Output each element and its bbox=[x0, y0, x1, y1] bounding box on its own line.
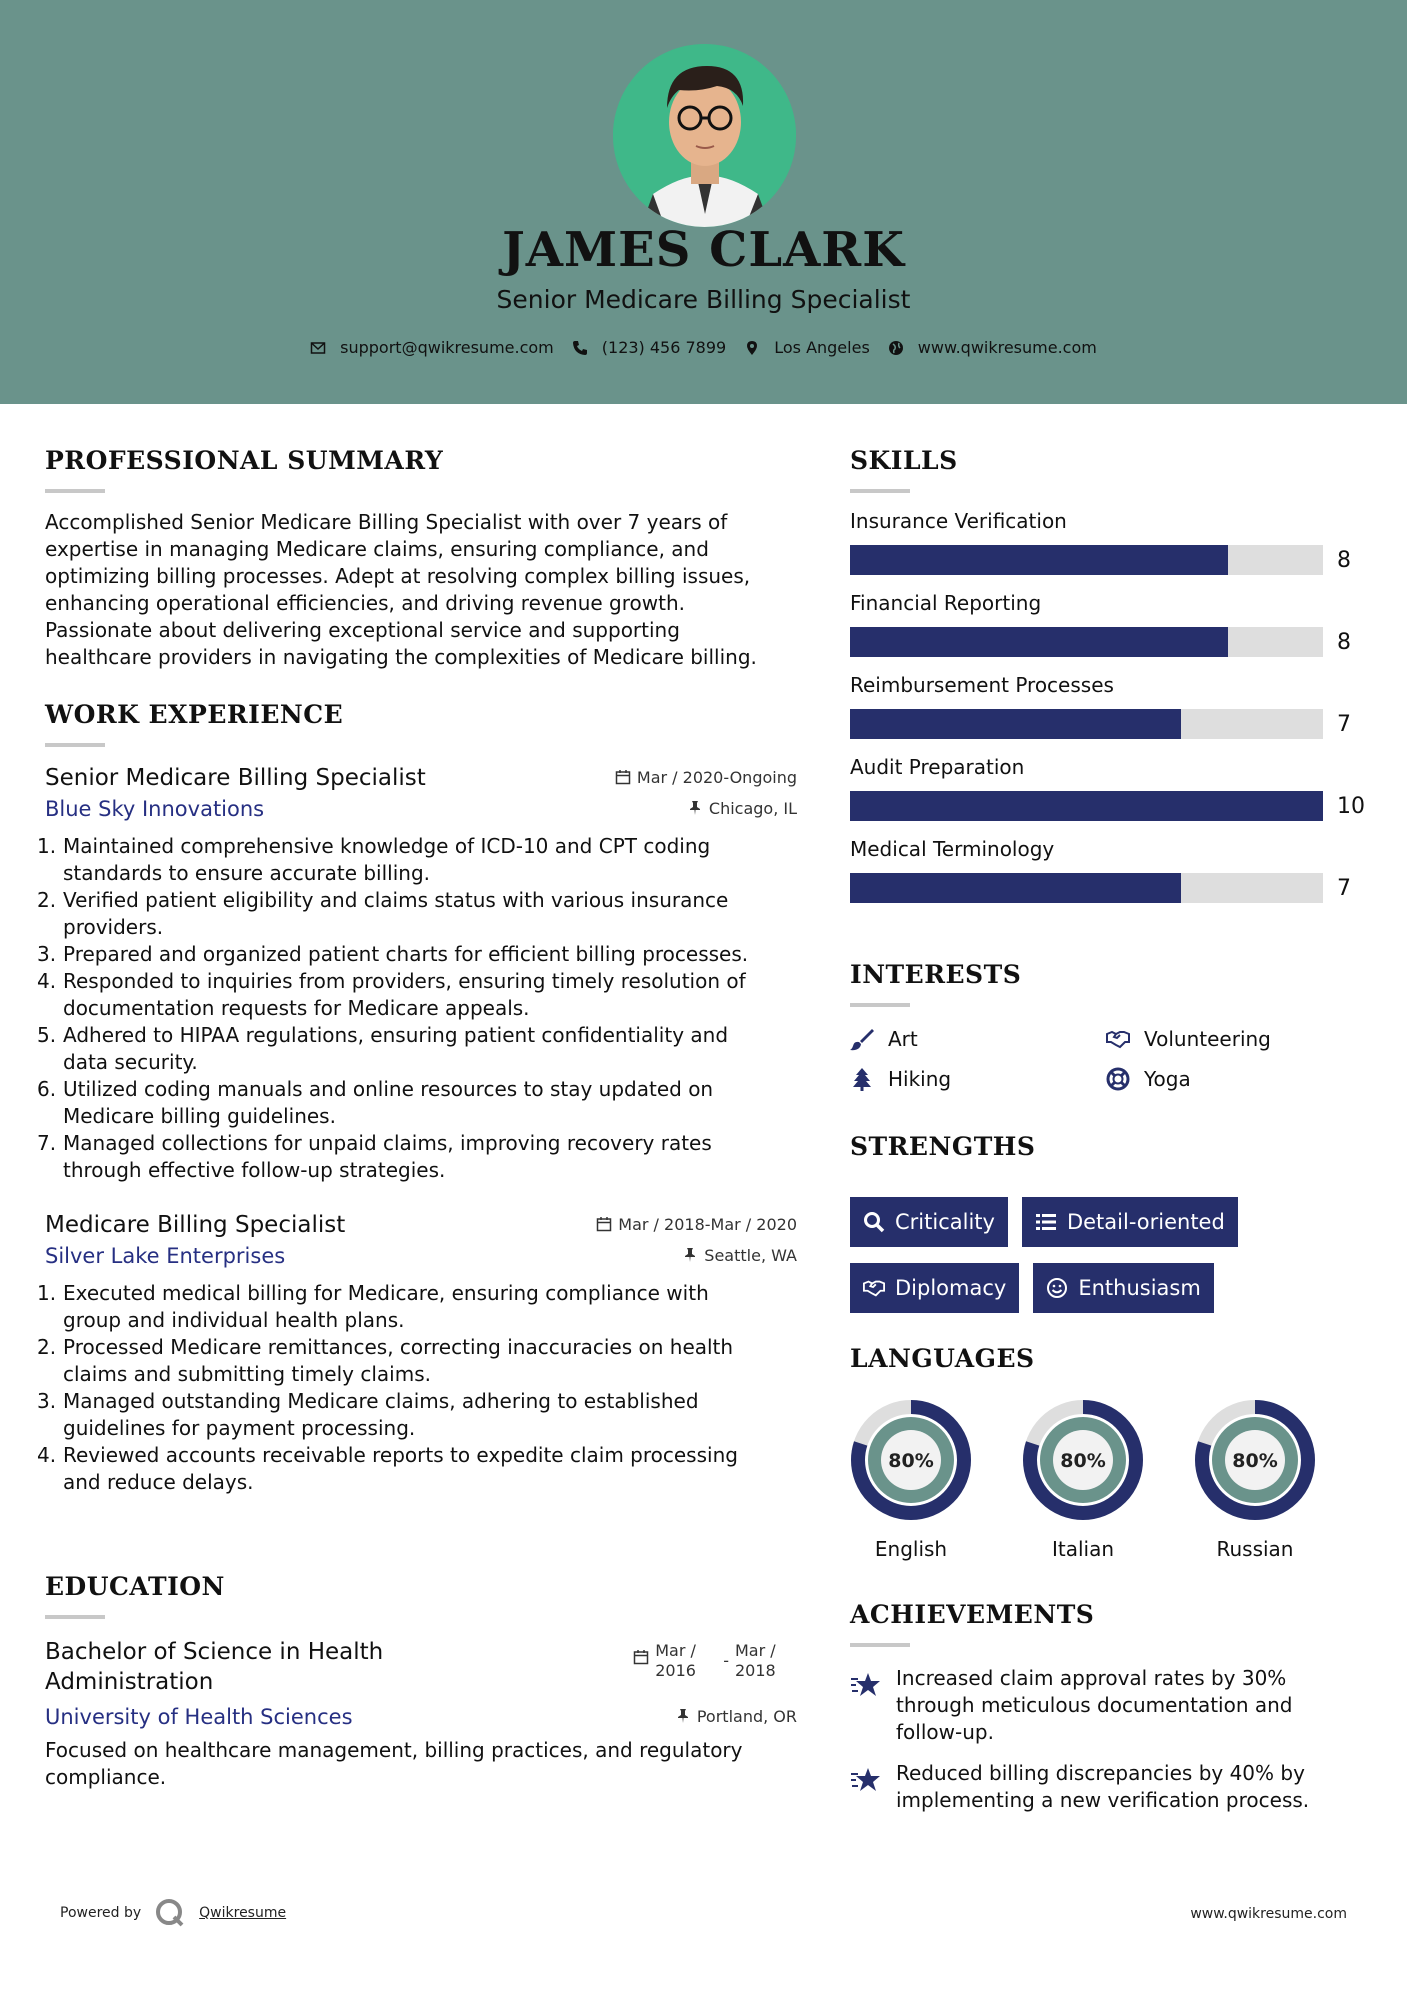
language-percent: 80% bbox=[888, 1450, 934, 1472]
skill-bar-fill bbox=[850, 709, 1181, 739]
strength-tag: Enthusiasm bbox=[1033, 1263, 1213, 1313]
achievements-section bbox=[850, 1600, 1370, 1814]
skill-bar-fill bbox=[850, 791, 1323, 821]
list-item: 1. Executed medical billing for Medicare, ensuring compliance with group and individual health plans. bbox=[37, 1281, 709, 1332]
search-icon bbox=[863, 1211, 885, 1233]
section-divider bbox=[850, 1643, 910, 1647]
envelope-icon bbox=[310, 340, 326, 356]
interest-volunteering: Volunteering bbox=[1106, 1027, 1362, 1051]
contact-website[interactable] bbox=[888, 338, 1097, 357]
candidate-title: Senior Medicare Billing Specialist bbox=[496, 285, 911, 314]
summary-line: expertise in managing Medicare claims, ensuring compliance, and bbox=[45, 537, 709, 561]
star-award-icon bbox=[850, 1764, 882, 1796]
summary-line: enhancing operational efficiencies, and driving revenue growth. bbox=[45, 591, 685, 615]
calendar-icon bbox=[596, 1216, 612, 1232]
skill-bar-track bbox=[850, 709, 1323, 739]
profile-photo bbox=[613, 44, 796, 227]
list-item: 6. Utilized coding manuals and online resources to stay updated on Medicare billing guidelines. bbox=[37, 1077, 714, 1128]
tree-icon bbox=[850, 1067, 874, 1091]
degree-title: Bachelor of Science in Health Administration bbox=[45, 1639, 384, 1695]
job-entry bbox=[37, 765, 797, 1184]
job-dates-text: Mar / 2018-Mar / 2020 bbox=[618, 1214, 797, 1234]
powered-by-text: Powered by bbox=[60, 1905, 142, 1921]
pushpin-icon bbox=[687, 800, 703, 816]
summary-text bbox=[45, 509, 797, 671]
skill-value: 8 bbox=[1337, 547, 1351, 573]
language-donut bbox=[1022, 1399, 1144, 1521]
job-location bbox=[687, 799, 797, 818]
list-item: 5. Adhered to HIPAA regulations, ensuring patient confidentiality and data security. bbox=[37, 1023, 729, 1074]
languages-list bbox=[850, 1399, 1370, 1561]
summary-line: optimizing billing processes. Adept at resolving complex billing issues, bbox=[45, 564, 751, 588]
list-item: 3. Managed outstanding Medicare claims, adhering to established guidelines for payment processing. bbox=[37, 1389, 699, 1440]
job-bullets bbox=[37, 1280, 797, 1496]
achievement-item: Increased claim approval rates by 30% through meticulous documentation and follow-up. bbox=[850, 1665, 1370, 1746]
skill-value: 7 bbox=[1337, 711, 1351, 737]
achievement-item: Reduced billing discrepancies by 40% by implementing a new verification process. bbox=[850, 1760, 1370, 1814]
skill-label: Reimbursement Processes bbox=[850, 673, 1114, 697]
email-text: support@qwikresume.com bbox=[340, 338, 554, 357]
language-percent: 80% bbox=[1060, 1450, 1106, 1472]
language-item bbox=[1194, 1399, 1316, 1561]
location-text: Los Angeles bbox=[774, 338, 870, 357]
job-bullets bbox=[37, 833, 797, 1184]
summary-line: Accomplished Senior Medicare Billing Specialist with over 7 years of bbox=[45, 510, 728, 534]
language-label: English bbox=[874, 1537, 948, 1561]
skill-value: 8 bbox=[1337, 629, 1351, 655]
interests-section bbox=[850, 960, 1370, 1091]
map-pin-icon bbox=[744, 340, 760, 356]
section-divider bbox=[850, 489, 910, 493]
paintbrush-icon bbox=[850, 1027, 874, 1051]
language-donut bbox=[850, 1399, 972, 1521]
language-percent: 80% bbox=[1232, 1450, 1278, 1472]
job-company: Silver Lake Enterprises bbox=[45, 1244, 286, 1268]
skill-bar-fill bbox=[850, 627, 1228, 657]
strength-tag: Detail-oriented bbox=[1022, 1197, 1238, 1247]
school-name: University of Health Sciences bbox=[45, 1705, 353, 1729]
skill-label: Audit Preparation bbox=[850, 755, 1025, 779]
skills-list bbox=[850, 509, 1370, 903]
job-location-text: Seattle, WA bbox=[704, 1245, 797, 1265]
star-award-icon bbox=[850, 1669, 882, 1701]
job-location bbox=[682, 1246, 797, 1265]
job-dates bbox=[615, 768, 797, 787]
skill-bar-track bbox=[850, 791, 1323, 821]
skill-bar-track bbox=[850, 873, 1323, 903]
skill-label: Insurance Verification bbox=[850, 509, 1067, 533]
contact-location bbox=[744, 338, 870, 357]
summary-section bbox=[45, 446, 797, 671]
candidate-name: JAMES CLARK bbox=[502, 222, 905, 278]
education-description: Focused on healthcare management, billing practices, and regulatory compliance. bbox=[45, 1738, 743, 1789]
language-item bbox=[850, 1399, 972, 1561]
languages-section bbox=[850, 1344, 1370, 1561]
experience-section bbox=[37, 700, 797, 1496]
skill-item bbox=[850, 755, 1370, 821]
calendar-icon bbox=[615, 769, 631, 785]
list-item: 3. Prepared and organized patient charts for efficient billing processes. bbox=[37, 942, 749, 966]
job-title: Senior Medicare Billing Specialist bbox=[45, 765, 426, 791]
interest-art: Art bbox=[850, 1027, 1106, 1051]
contact-bar bbox=[0, 338, 1407, 357]
language-label: Italian bbox=[1051, 1537, 1115, 1561]
section-divider bbox=[45, 1615, 105, 1619]
list-icon bbox=[1035, 1211, 1057, 1233]
skill-bar-track bbox=[850, 627, 1323, 657]
skill-item bbox=[850, 673, 1370, 739]
skill-item bbox=[850, 509, 1370, 575]
skill-bar-fill bbox=[850, 873, 1181, 903]
section-title-summary: PROFESSIONAL SUMMARY bbox=[45, 446, 444, 475]
section-divider bbox=[850, 1003, 910, 1007]
language-donut bbox=[1194, 1399, 1316, 1521]
list-item: 2. Processed Medicare remittances, correcting inaccuracies on health claims and submitting timely claims. bbox=[37, 1335, 734, 1386]
summary-line: healthcare providers in navigating the complexities of Medicare billing. bbox=[45, 645, 757, 669]
skill-value: 10 bbox=[1337, 793, 1365, 819]
skills-section bbox=[850, 446, 1370, 903]
section-title-education: EDUCATION bbox=[45, 1572, 225, 1601]
interest-yoga: Yoga bbox=[1106, 1067, 1362, 1091]
education-section bbox=[45, 1572, 797, 1791]
job-location-text: Chicago, IL bbox=[708, 798, 797, 818]
section-title-experience: WORK EXPERIENCE bbox=[45, 700, 344, 729]
strength-tag: Criticality bbox=[850, 1197, 1008, 1247]
list-item: 4. Reviewed accounts receivable reports to expedite claim processing and reduce delays. bbox=[37, 1443, 738, 1494]
website-text: www.qwikresume.com bbox=[917, 338, 1097, 357]
skill-bar-fill bbox=[850, 545, 1228, 575]
job-company: Blue Sky Innovations bbox=[45, 797, 265, 821]
globe-icon bbox=[888, 340, 904, 356]
qwikresume-logo-icon bbox=[155, 1898, 185, 1928]
job-entry bbox=[37, 1212, 797, 1496]
language-item bbox=[1022, 1399, 1144, 1561]
skill-bar-track bbox=[850, 545, 1323, 575]
list-item: 1. Maintained comprehensive knowledge of ICD-10 and CPT coding standards to ensure accurate billing. bbox=[37, 834, 711, 885]
section-title-achievements: ACHIEVEMENTS bbox=[850, 1600, 1095, 1629]
calendar-icon bbox=[633, 1649, 649, 1665]
section-title-languages: LANGUAGES bbox=[850, 1344, 1035, 1373]
job-dates-text: Mar / 2020-Ongoing bbox=[636, 767, 797, 787]
contact-email[interactable] bbox=[310, 338, 554, 357]
strengths-section bbox=[850, 1132, 1370, 1313]
interest-hiking: Hiking bbox=[850, 1067, 1106, 1091]
skill-item bbox=[850, 591, 1370, 657]
section-divider bbox=[45, 743, 105, 747]
strength-tag: Diplomacy bbox=[850, 1263, 1019, 1313]
handshake-icon bbox=[1106, 1027, 1130, 1051]
footer-powered-by bbox=[60, 1898, 286, 1928]
lifering-icon bbox=[1106, 1067, 1130, 1091]
contact-phone[interactable] bbox=[572, 338, 726, 357]
list-item: 2. Verified patient eligibility and claims status with various insurance providers. bbox=[37, 888, 729, 939]
skill-value: 7 bbox=[1337, 875, 1351, 901]
section-title-skills: SKILLS bbox=[850, 446, 958, 475]
skill-label: Financial Reporting bbox=[850, 591, 1042, 615]
phone-text: (123) 456 7899 bbox=[601, 338, 727, 357]
skill-item bbox=[850, 837, 1370, 903]
job-title: Medicare Billing Specialist bbox=[45, 1212, 346, 1238]
education-location: Portland, OR bbox=[675, 1707, 797, 1726]
summary-line: Passionate about delivering exceptional service and supporting bbox=[45, 618, 680, 642]
education-dates: Mar / 2016 - Mar / 2018 bbox=[633, 1641, 797, 1697]
phone-icon bbox=[572, 340, 588, 356]
section-title-interests: INTERESTS bbox=[850, 960, 1022, 989]
skill-label: Medical Terminology bbox=[850, 837, 1055, 861]
job-dates bbox=[596, 1215, 797, 1234]
pushpin-icon bbox=[675, 1708, 691, 1724]
list-item: 4. Responded to inquiries from providers, ensuring timely resolution of documentation requests for Medicare appeals. bbox=[37, 969, 746, 1020]
handshake-icon bbox=[863, 1277, 885, 1299]
brand-link[interactable]: Qwikresume bbox=[199, 1905, 287, 1921]
language-label: Russian bbox=[1216, 1537, 1294, 1561]
header-banner bbox=[0, 0, 1407, 404]
section-divider bbox=[45, 489, 105, 493]
pushpin-icon bbox=[682, 1247, 698, 1263]
list-item: 7. Managed collections for unpaid claims, improving recovery rates through effective follow-up strategies. bbox=[37, 1131, 712, 1182]
smile-icon bbox=[1046, 1277, 1068, 1299]
section-title-strengths: STRENGTHS bbox=[850, 1132, 1036, 1161]
footer-website[interactable]: www.qwikresume.com bbox=[1190, 1906, 1347, 1922]
